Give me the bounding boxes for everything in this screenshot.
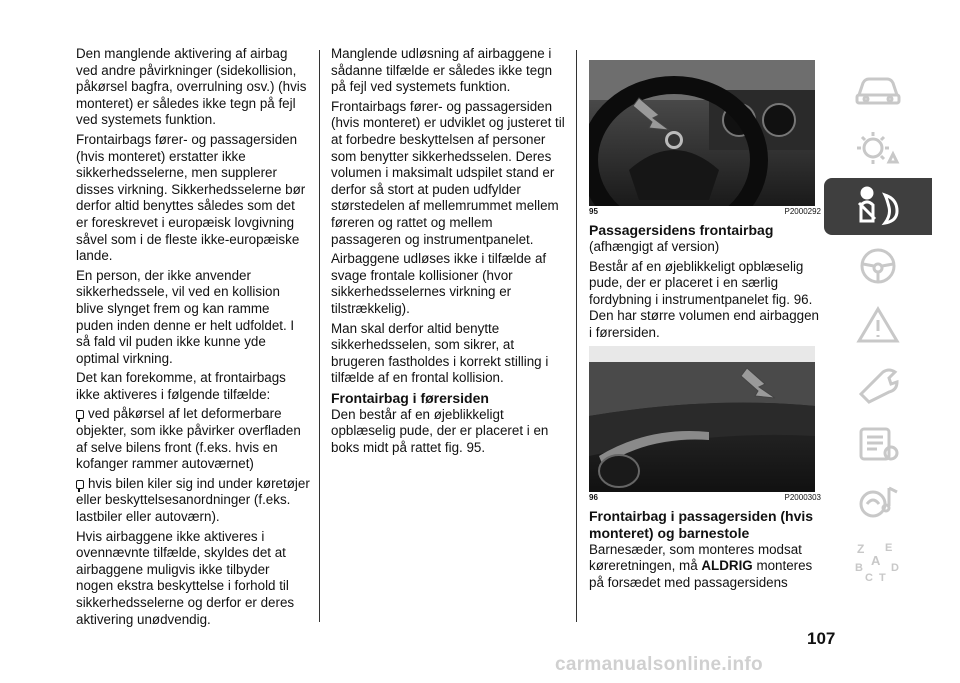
- seatbelt-airbag-icon: [851, 185, 905, 229]
- paragraph: Frontairbags fører- og passagersiden (hvis monteret) erstatter ikke sikkerhedsselerne, men supplerer disses virkning. Sikkerhedsselerne bør derfor altid benyttes således som det er foreskrevet i europæisk lovgivning såvel som i de fleste ikke-europæiske lande.: [76, 131, 306, 264]
- alphabetical-index-icon: [851, 539, 905, 583]
- bullet-item: hvis bilen kiler sig ind under køretøjer eller beskyttelsesanordninger (f.eks. lastbiler eller autoværn).: [76, 475, 310, 525]
- text-column-2: [331, 46, 565, 460]
- section-heading: Passagersidens frontairbag: [589, 222, 774, 238]
- column-divider: [576, 50, 577, 622]
- subheading: (afhængigt af version): [589, 239, 720, 254]
- tab-technical-data[interactable]: [824, 414, 932, 471]
- section-heading: Frontairbag i førersiden: [331, 389, 489, 406]
- lights-warning-icon: [853, 128, 903, 168]
- tab-emergency[interactable]: [824, 296, 932, 353]
- warning-triangle-icon: [853, 305, 903, 345]
- steering-wheel-icon: [853, 246, 903, 286]
- figure-caption: 95 P2000292: [589, 207, 821, 216]
- svg-text:E: E: [885, 541, 893, 554]
- multimedia-icon: [853, 482, 903, 522]
- tab-multimedia[interactable]: [824, 473, 932, 530]
- tab-lights-warnings[interactable]: [824, 119, 932, 176]
- car-dashboard-icon: [853, 69, 903, 109]
- text-column-3: [589, 60, 821, 594]
- svg-text:D: D: [891, 561, 899, 574]
- paragraph: Den manglende aktivering af airbag ved andre påvirkninger (sidekollision, påkørsel bagfra, overrulning osv.) (hvis monteret) er således ikke tegn på fejl ved systemets funktion.: [76, 46, 307, 128]
- paragraph: Frontairbags fører- og passagersiden (hvis monteret) er udviklet og justeret til at forbedre beskyttelsen af personer som benytter sikkerhedsselen. Deres volumen i maksimalt udspilet stand er derfor så stort at puden udfylder størstedelen af mellemrummet mellem føreren og rattet og mellem passageren og instrumentpanelet.: [331, 98, 565, 247]
- page-number: 107: [807, 629, 836, 648]
- maintenance-icon: [853, 364, 903, 404]
- tab-index[interactable]: [824, 532, 932, 589]
- tab-starting-driving[interactable]: [824, 237, 932, 294]
- tab-safety[interactable]: [824, 178, 932, 235]
- svg-text:T: T: [879, 571, 886, 583]
- tab-car-dashboard[interactable]: [824, 60, 932, 117]
- paragraph: Airbaggene udløses ikke i tilfælde af svage frontale kollisioner (hvor sikkerhedsselernes virkning er tilstrækkelig).: [331, 251, 547, 316]
- paragraph: Består af en øjeblikkeligt opblæselig pude, der er placeret i en særlig fordybning i instrumentpanelet fig. 96. Den har større volumen end airbaggen i førersiden.: [589, 258, 820, 340]
- bullet-icon: [76, 410, 84, 419]
- technical-data-icon: [853, 423, 903, 463]
- paragraph: Manglende udløsning af airbaggene i sådanne tilfælde er således ikke tegn på fejl ved systemets funktion.: [331, 46, 553, 95]
- bullet-item: ved påkørsel af let deformerbare objekter, som ikke påvirker overfladen af selve bilens front (f.eks. hvis en kofanger rammer autoværnet): [76, 406, 301, 472]
- paragraph: Det kan forekomme, at frontairbags ikke aktiveres i følgende tilfælde:: [76, 370, 286, 402]
- svg-text:Z: Z: [857, 541, 865, 556]
- column-divider: [319, 50, 320, 622]
- bullet-icon: [76, 480, 84, 489]
- svg-text:B: B: [855, 561, 863, 574]
- section-heading: Frontairbag i passagersiden (hvis monteret) og barnestole: [589, 507, 814, 541]
- paragraph: Den består af en øjeblikkeligt opblæselig pude, der er placeret i en boks midt på rattet fig. 95.: [331, 406, 549, 456]
- chapter-sidebar: [824, 60, 932, 591]
- figure-96-dashboard-photo: [589, 346, 815, 492]
- svg-text:A: A: [871, 552, 881, 568]
- tab-maintenance[interactable]: [824, 355, 932, 412]
- paragraph: Hvis airbaggene ikke aktiveres i ovennævnte tilfælde, skyldes det at airbaggene muligvis ikke tilbyder nogen ekstra beskyttelse i forhold til sikkerhedsselerne og derfor er deres aktivering unødvendig.: [76, 528, 295, 627]
- figure-95-steering-wheel-photo: [589, 60, 815, 206]
- footer-watermark: carmanualsonline.info: [555, 654, 763, 675]
- paragraph: Man skal derfor altid benytte sikkerhedsselen, som sikrer, at brugeren fastholdes i korrekt stilling i tilfælde af en frontal kollision.: [331, 320, 549, 386]
- paragraph: En person, der ikke anvender sikkerhedssele, vil ved en kollision blive slynget frem og kan ramme puden inden denne er helt udfoldet. I så fald vil puden ikke kunne yde optimal virkning.: [76, 267, 295, 366]
- paragraph: Barnesæder, som monteres modsat køreretningen, må ALDRIG monteres på forsædet med passagersidens: [589, 541, 813, 590]
- text-column-1: [76, 46, 310, 631]
- figure-caption: 96 P2000303: [589, 492, 821, 502]
- svg-text:C: C: [865, 571, 873, 583]
